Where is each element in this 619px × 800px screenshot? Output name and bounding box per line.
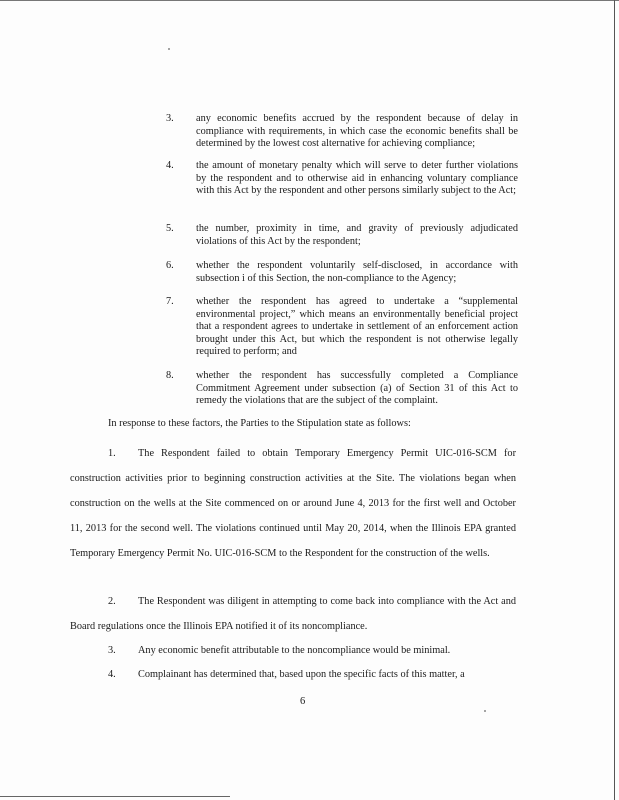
factor-number: 7. bbox=[166, 296, 174, 307]
paragraph-text: Any economic benefit attributable to the noncompliance would be minimal. bbox=[138, 645, 451, 656]
factor-number: 3. bbox=[166, 113, 174, 124]
factor-text: any economic benefits accrued by the respondent because of delay in compliance with requirements, in which case the economic benefits shall be determined by the lowest cost alternative for achieving compliance; bbox=[196, 113, 518, 150]
factor-number: 5. bbox=[166, 223, 174, 234]
scan-edge-bottom bbox=[0, 796, 230, 797]
response-paragraph-4 bbox=[70, 662, 516, 687]
factor-text: the number, proximity in time, and gravity of previously adjudicated violations of this Act by the respondent; bbox=[196, 223, 518, 247]
response-paragraph-2 bbox=[70, 589, 516, 639]
paragraph-number: 2. bbox=[108, 596, 116, 607]
factor-text: whether the respondent has successfully completed a Compliance Commitment Agreement under subsection (a) of Section 31 of this Act to remedy the violations that are the subject of the complaint. bbox=[196, 370, 518, 407]
factor-text: whether the respondent has agreed to undertake a “supplemental environmental project,” which means an environmentally beneficial project that a respondent agrees to undertake in settlement of an enforcement action brought under this Act, but which the respondent is not otherwise legally required to perform; and bbox=[196, 296, 518, 358]
paragraph-text: The Respondent was diligent in attempting to come back into compliance with the Act and Board regulations once the Illinois EPA notified it of its noncompliance. bbox=[70, 596, 516, 633]
paragraph-number: 4. bbox=[108, 669, 116, 680]
paragraph-number: 1. bbox=[108, 448, 116, 459]
page-number: 6 bbox=[300, 696, 306, 707]
response-paragraph-3 bbox=[70, 638, 516, 663]
scan-edge-right bbox=[614, 0, 615, 800]
factor-number: 6. bbox=[166, 260, 174, 271]
paragraph-text: Complainant has determined that, based upon the specific facts of this matter, a bbox=[138, 669, 465, 680]
response-paragraph-1 bbox=[70, 441, 516, 566]
response-intro: In response to these factors, the Parties to the Stipulation state as follows: bbox=[108, 418, 411, 429]
factor-number: 4. bbox=[166, 160, 174, 171]
scan-edge-top bbox=[0, 0, 619, 1]
scan-speck bbox=[484, 710, 486, 712]
factor-text: whether the respondent voluntarily self-disclosed, in accordance with subsection i of this Section, the non-compliance to the Agency; bbox=[196, 260, 518, 284]
scan-speck bbox=[168, 48, 170, 50]
factor-text: the amount of monetary penalty which will serve to deter further violations by the respondent and to otherwise aid in enhancing voluntary compliance with this Act by the respondent and other persons similarly subject to the Act; bbox=[196, 160, 518, 197]
paragraph-text: The Respondent failed to obtain Temporary Emergency Permit UIC-016-SCM for construction activities prior to beginning construction activities at the Site. The violations began when construction on the wells at the Site commenced on or around June 4, 2013 for the first well and October 11, 2013 for the second well. The violations continued until May 20, 2014, when the Illinois EPA granted Temporary Emergency Permit No. UIC-016-SCM to the Respondent for the construction of the wells. bbox=[70, 448, 516, 560]
factor-number: 8. bbox=[166, 370, 174, 381]
paragraph-number: 3. bbox=[108, 645, 116, 656]
